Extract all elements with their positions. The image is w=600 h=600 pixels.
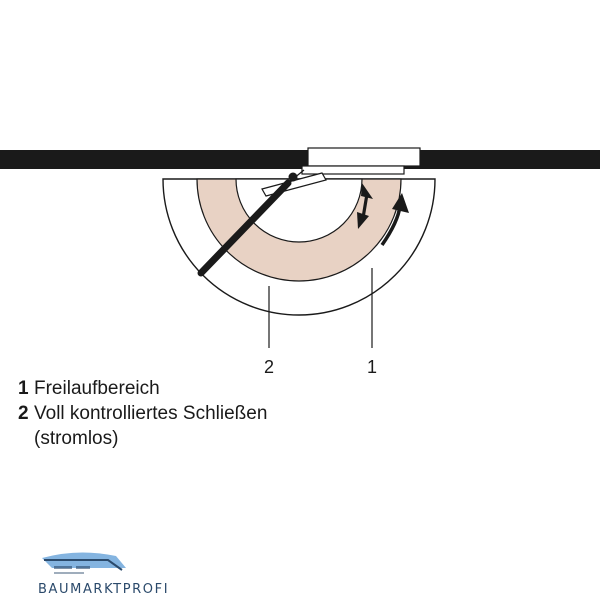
legend-item-2	[18, 401, 267, 426]
legend-text: Freilaufbereich	[34, 378, 160, 399]
legend-number: 1	[18, 378, 29, 399]
legend-text: Voll kontrolliertes Schließen	[34, 403, 268, 424]
legend	[18, 376, 267, 451]
callout-label-2: 2	[263, 357, 275, 377]
logo-text: BAUMARKTPROFI	[38, 582, 170, 597]
closer-housing	[308, 148, 420, 166]
callout-label-1: 1	[366, 357, 378, 377]
legend-item-1	[18, 376, 267, 401]
wall-bar	[0, 150, 600, 169]
logo-roof-icon	[38, 548, 168, 582]
legend-number: 2	[18, 403, 29, 424]
legend-text-continuation: (stromlos)	[34, 428, 119, 449]
closer-mount-plate	[302, 166, 404, 174]
baumarktprofi-logo	[38, 548, 168, 600]
